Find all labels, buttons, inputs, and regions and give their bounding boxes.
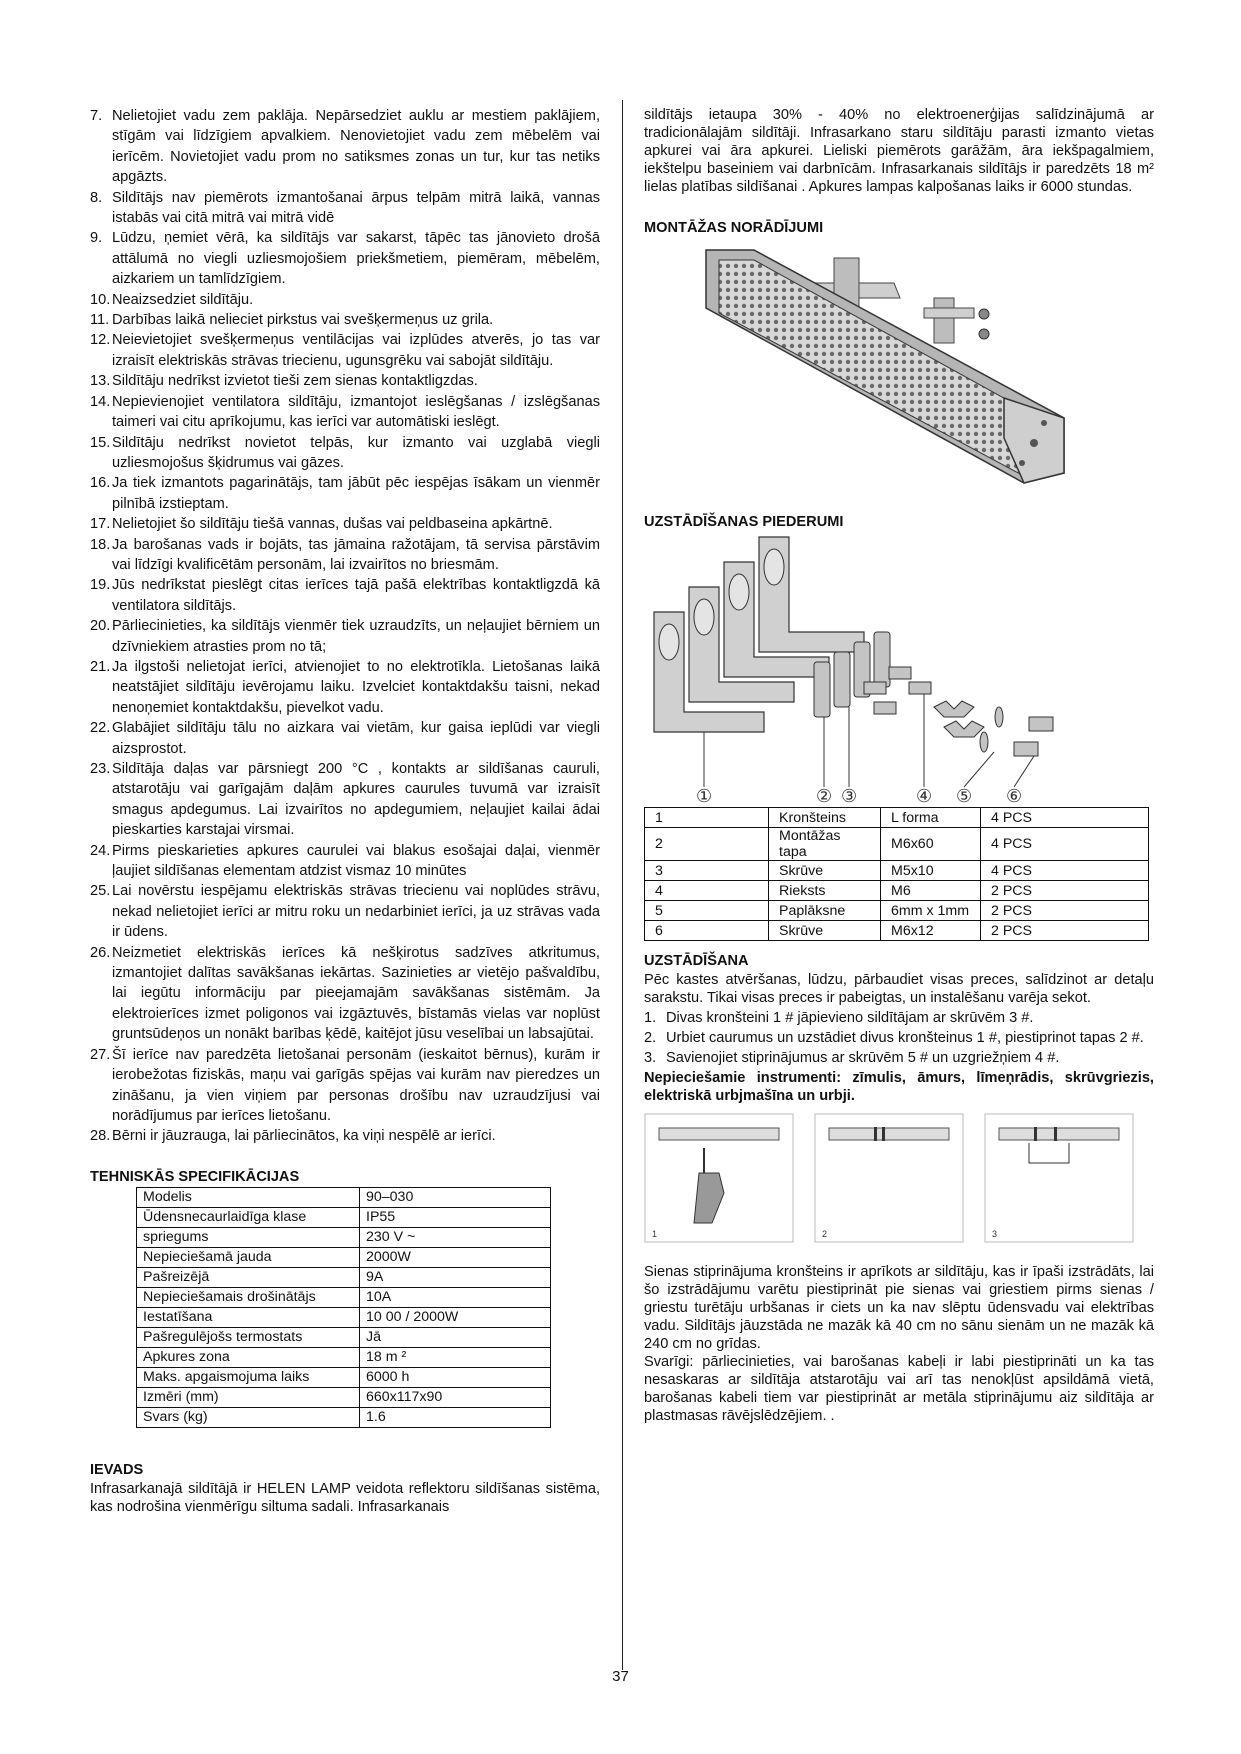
safety-item xyxy=(90,392,600,433)
piederumi-heading: UZSTĀDĪŠANAS PIEDERUMI xyxy=(644,514,844,530)
item-text: Pārliecinieties, ka sildītājs vienmēr tiek uzraudzīts, un neļaujiet bērniem un dzīvniekiem atrasties prom no tā; xyxy=(112,618,600,655)
step-number: 3. xyxy=(644,1050,657,1066)
safety-item xyxy=(90,759,600,841)
callout-6: ⑥ xyxy=(1006,786,1023,807)
left-column xyxy=(90,106,600,1516)
step-figure-2 xyxy=(814,1113,964,1243)
item-number: 25. xyxy=(90,883,111,900)
item-number: 11. xyxy=(90,312,110,329)
safety-item xyxy=(90,575,600,616)
item-text: Nepievienojiet ventilatora sildītāju, izmantojot ieslēgšanas / izslēgšanas taimeri vai citu aprīkojumu, kas ierīci var automātiski ieslēgt. xyxy=(112,393,600,431)
item-number: 13. xyxy=(90,373,111,390)
tech-label: Pašreizējā xyxy=(137,1267,360,1287)
accessories-illustration xyxy=(644,532,1154,807)
item-text: Darbības laikā nelieciet pirkstus vai svešķermeņus uz grila. xyxy=(112,312,494,329)
item-text: Lūdzu, ņemiet vērā, ka sildītājs var sakarst, tāpēc tas jānovieto drošā attālumā no viegli uzliesmojošiem priekšmetiem, piemēram, mēbelēm, aizkariem un tamlīdzīgiem. xyxy=(112,230,600,288)
safety-item xyxy=(90,535,600,576)
tech-row xyxy=(137,1227,551,1247)
item-text: Sildītājs nav piemērots izmantošanai ārpus telpām mitrā laikā, vannas istabās vai citā mitrā vai mitrā vidē xyxy=(112,189,600,227)
ievads-heading: IEVADS xyxy=(90,1461,144,1478)
tech-row xyxy=(137,1187,551,1207)
tech-label: Nepieciešamā jauda xyxy=(137,1247,360,1267)
accessory-qty: 2 PCS xyxy=(981,881,1149,901)
tech-value: 660x117x90 xyxy=(360,1387,551,1407)
safety-item xyxy=(90,1045,600,1127)
safety-item xyxy=(90,106,600,188)
item-text: Ja barošanas vads ir bojāts, tas jāmaina ražotājam, tā servisa pārstāvim vai līdzīgi kvalificētām personām, lai izvairītos no briesmām. xyxy=(112,536,600,573)
uzstadisana-text: Pēc kastes atvēršanas, lūdzu, pārbaudiet visas preces, salīdzinot ar detaļu sarakstu. Tikai visas preces ir pabeigtas, un instalēšanu varēja sekot. xyxy=(644,972,1154,1006)
accessory-size: 6mm x 1mm xyxy=(881,901,981,921)
item-text: Nelietojiet šo sildītāju tiešā vannas, dušas vai peldbaseina apkārtnē. xyxy=(112,516,553,533)
tech-value: 2000W xyxy=(360,1247,551,1267)
uzstadisana-heading: UZSTĀDĪŠANA xyxy=(644,953,749,969)
item-text: Sildītāju nedrīkst novietot telpās, kur izmanto vai uzglabā viegli uzliesmojošus šķidrumus vai gāzes. xyxy=(112,434,600,471)
item-text: Lai novērstu iespējamu elektriskās strāvas triecienu vai noplūdes strāvu, nekad nelietojiet ierīci ar mitru roku un nedarbiniet ierīci, ja uz strāvas vada ir ūdens. xyxy=(112,883,600,941)
tech-label: Svars (kg) xyxy=(137,1407,360,1427)
item-number: 28. xyxy=(90,1128,111,1145)
safety-item xyxy=(90,188,600,229)
step-number: 1. xyxy=(644,1010,657,1026)
item-number: 18. xyxy=(90,536,111,553)
ievads-text: Infrasarkanajā sildītājā ir HELEN LAMP veidota reflektoru sildīšanas sistēma, kas nodrošina vienmērīgu siltuma sadali. Infrasarkanais xyxy=(90,1480,600,1515)
accessory-row xyxy=(645,881,1149,901)
item-text: Sildītāju nedrīkst izvietot tieši zem sienas kontaktligzdas. xyxy=(112,373,478,390)
safety-item xyxy=(90,310,600,330)
intro-continued: sildītājs ietaupa 30% - 40% no elektroenerģijas salīdzinājumā ar tradicionālajām sildītāji. Infrasarkano staru sildītāju parasti izmanto vietas apkurei vai āra apkurei. Lieliski piemērots garāžām, āra iekšpagalmiem, iekštelpu baseiniem vai darbnīcām. Infrasarkanais sildītājs ir paredzēts 18 m² lielas platības sildīšanai . Apkures lampas kalpošanas laiks ir 6000 stundas. xyxy=(644,107,1154,195)
install-step xyxy=(644,1029,1154,1047)
step-figure-label-1: 1 xyxy=(652,1229,658,1239)
tech-row xyxy=(137,1407,551,1427)
tech-label: Modelis xyxy=(137,1187,360,1207)
tech-value: 230 V ~ xyxy=(360,1227,551,1247)
tech-label: spriegums xyxy=(137,1227,360,1247)
accessory-size: M6 xyxy=(881,881,981,901)
tech-row xyxy=(137,1247,551,1267)
tech-spec-table xyxy=(136,1187,551,1428)
step-number: 2. xyxy=(644,1030,657,1046)
accessory-row xyxy=(645,921,1149,941)
item-number: 14. xyxy=(90,393,111,410)
item-number: 26. xyxy=(90,944,111,961)
safety-item xyxy=(90,881,600,942)
safety-item xyxy=(90,433,600,474)
accessory-size: M6x12 xyxy=(881,921,981,941)
accessory-size: L forma xyxy=(881,808,981,828)
item-text: Ja tiek izmantots pagarinātājs, tam jābūt pēc iespējas īsākam un vienmēr pilnībā izstieptam. xyxy=(112,475,600,512)
callout-4: ④ xyxy=(916,786,933,807)
step-figure-3 xyxy=(984,1113,1134,1243)
tech-value: 90–030 xyxy=(360,1187,551,1207)
accessory-row xyxy=(645,861,1149,881)
safety-item xyxy=(90,330,600,371)
tech-label: Apkures zona xyxy=(137,1347,360,1367)
safety-item xyxy=(90,1126,600,1146)
montazas-heading: MONTĀŽAS NORĀDĪJUMI xyxy=(644,220,824,236)
accessory-qty: 2 PCS xyxy=(981,921,1149,941)
callout-2: ② xyxy=(816,786,833,807)
step-text: Savienojiet stiprinājumus ar skrūvēm 5 # un uzgriežņiem 4 #. xyxy=(666,1050,1060,1066)
step-figures xyxy=(644,1113,1154,1253)
tech-value: 1.6 xyxy=(360,1407,551,1427)
item-number: 22. xyxy=(90,720,111,737)
safety-item xyxy=(90,371,600,391)
item-number: 19. xyxy=(90,577,111,594)
accessory-name: Skrūve xyxy=(769,921,881,941)
safety-item xyxy=(90,943,600,1045)
item-number: 23. xyxy=(90,761,111,777)
tech-label: Ūdensnecaurlaidīga klase xyxy=(137,1207,360,1227)
item-text: Šī ierīce nav paredzēta lietošanai personām (ieskaitot bērnus), kurām ir ierobežotas fiziskās, maņu vai garīgās spējas vai kurām nav pieredzes un zināšanu, ja vien viņiem par personas drošību nav uzraudzījusi vai norādījumus par ierīces lietošanu. xyxy=(112,1046,600,1124)
item-number: 20. xyxy=(90,618,111,635)
item-number: 17. xyxy=(90,516,111,533)
install-step xyxy=(644,1009,1154,1027)
step-figure-1 xyxy=(644,1113,794,1243)
tech-heading: TEHNISKĀS SPECIFIKĀCIJAS xyxy=(90,1168,300,1185)
accessory-number: 4 xyxy=(645,881,769,901)
accessory-number: 6 xyxy=(645,921,769,941)
accessory-name: Paplāksne xyxy=(769,901,881,921)
accessory-qty: 4 PCS xyxy=(981,861,1149,881)
item-text: Sildītāja daļas var pārsniegt 200 °C , kontakts ar sildīšanas cauruli, atstarotāju vai garīgajām daļām apkures caurules tuvumā var izraisīt smagus apdegumus. Lai izvairītos no apdegumiem, neļaujiet kailai ādai pieskarties karstajai virsmai. xyxy=(112,761,600,839)
item-number: 16. xyxy=(90,475,111,492)
tech-label: Nepieciešamais drošinātājs xyxy=(137,1287,360,1307)
closing-paragraph-2: Svarīgi: pārliecinieties, vai barošanas kabeļi ir labi piestiprināti un ka tas nesaskaras ar sildītāja atstarotāju vai arī tas nenokļūst apsildāmā vietā, barošanas kabeli tiem var piestiprināt ar metāla stiprinājumu aiz sildītāja ar plastmasas rāvējslēdzējiem. . xyxy=(644,1354,1154,1424)
safety-item xyxy=(90,657,600,718)
install-step xyxy=(644,1049,1154,1067)
accessory-name: Kronšteins xyxy=(769,808,881,828)
item-number: 24. xyxy=(90,842,111,859)
safety-item xyxy=(90,841,600,882)
item-number: 12. xyxy=(90,332,111,349)
step-text: Urbiet caurumus un uzstādiet divus kronšteinus 1 #, piestiprinot tapas 2 #. xyxy=(666,1030,1144,1046)
safety-item xyxy=(90,290,600,310)
right-column xyxy=(644,106,1154,1425)
tech-row xyxy=(137,1307,551,1327)
safety-item xyxy=(90,514,600,534)
accessory-qty: 4 PCS xyxy=(981,808,1149,828)
item-text: Bērni ir jāuzrauga, lai pārliecinātos, ka viņi nespēlē ar ierīci. xyxy=(112,1128,496,1145)
tech-row xyxy=(137,1327,551,1347)
accessory-qty: 2 PCS xyxy=(981,901,1149,921)
tech-label: Pašregulējošs termostats xyxy=(137,1327,360,1347)
tech-row xyxy=(137,1287,551,1307)
accessory-number: 1 xyxy=(645,808,769,828)
tech-value: IP55 xyxy=(360,1207,551,1227)
tech-value: 6000 h xyxy=(360,1367,551,1387)
item-text: Nelietojiet vadu zem paklāja. Nepārsedziet auklu ar mestiem paklājiem, stīgām vai līdzīgiem apvalkiem. Nenovietojiet vadu zem mēbelēm vai ierīcēm. Novietojiet vadu prom no satiksmes zonas un tur, kur tas netiks apgāzts. xyxy=(112,108,600,186)
safety-item xyxy=(90,718,600,759)
item-number: 7. xyxy=(90,108,103,124)
accessory-number: 3 xyxy=(645,861,769,881)
install-steps xyxy=(644,1009,1154,1067)
page-number: 37 xyxy=(612,1668,629,1685)
callout-5: ⑤ xyxy=(956,786,973,807)
callout-3: ③ xyxy=(841,786,858,807)
accessory-number: 2 xyxy=(645,828,769,861)
item-text: Neievietojiet svešķermeņus ventilācijas vai izplūdes atverēs, jo tas var izraisīt elektriskās strāvas triecienu, ugunsgrēku vai sabojāt sildītāju. xyxy=(112,332,600,369)
item-number: 27. xyxy=(90,1046,111,1063)
safety-item xyxy=(90,616,600,657)
tech-value: 10 00 / 2000W xyxy=(360,1307,551,1327)
tech-value: Jā xyxy=(360,1327,551,1347)
column-divider xyxy=(622,100,623,1670)
accessory-row xyxy=(645,901,1149,921)
item-text: Neizmetiet elektriskās ierīces kā nešķirotus sadzīves atkritumus, izmantojiet dalītas savākšanas iekārtas. Sazinieties ar vietējo pašvaldību, lai iegūtu informāciju par pieejamajām savākšanas sistēmām. Ja elektroierīces izmet poligonos vai izgāztuvēs, bīstamās vielas var noplūst gruntsūdeņos un nonākt barības ķēdē, kaitējot jūsu veselībai un labsajūtai. xyxy=(112,944,600,1043)
tech-label: Izmēri (mm) xyxy=(137,1387,360,1407)
heater-illustration xyxy=(644,238,1154,508)
item-text: Pirms pieskarieties apkures caurulei vai blakus esošajai daļai, vienmēr ļaujiet sildīšanas elementam atdzist vismaz 10 minūtes xyxy=(112,842,600,880)
tech-row xyxy=(137,1207,551,1227)
item-number: 21. xyxy=(90,658,111,675)
tech-label: Maks. apgaismojuma laiks xyxy=(137,1367,360,1387)
tech-value: 9A xyxy=(360,1267,551,1287)
safety-list xyxy=(90,106,600,1147)
item-text: Neaizsedziet sildītāju. xyxy=(112,291,254,308)
tech-label: Iestatīšana xyxy=(137,1307,360,1327)
accessory-name: Rieksts xyxy=(769,881,881,901)
item-text: Jūs nedrīkstat pieslēgt citas ierīces tajā pašā elektrības kontaktligzdā kā ventilatora sildītājs. xyxy=(112,577,600,614)
accessory-row xyxy=(645,808,1149,828)
closing-paragraph-1: Sienas stiprinājuma kronšteins ir aprīkots ar sildītāju, kas ir īpaši izstrādāts, lai šo izstrādājumu varētu piestiprināt pie sienas vai griestiem pirms sienas / griestu turētāju urbšanas ir ciets un ka nav slēptu ūdensvadu vai elektrības vadu. Sildītājs jāuzstāda ne mazāk kā 40 cm no sānu sienām un ne mazāk kā 240 cm no grīdas. xyxy=(644,1264,1154,1352)
callout-1: ① xyxy=(696,786,713,807)
item-text: Glabājiet sildītāju tālu no aizkara vai vietām, kur gaisa ieplūdi var viegli aizsprostot. xyxy=(112,720,600,757)
tech-value: 18 m ² xyxy=(360,1347,551,1367)
step-figure-label-2: 2 xyxy=(822,1229,828,1239)
accessory-row xyxy=(645,828,1149,861)
accessory-size: M5x10 xyxy=(881,861,981,881)
item-number: 10. xyxy=(90,291,111,308)
safety-item xyxy=(90,473,600,514)
accessory-size: M6x60 xyxy=(881,828,981,861)
tech-row xyxy=(137,1347,551,1367)
step-figure-label-3: 3 xyxy=(992,1229,998,1239)
step-text: Divas kronšteini 1 # jāpievieno sildītājam ar skrūvēm 3 #. xyxy=(666,1010,1034,1026)
safety-item xyxy=(90,228,600,289)
item-number: 8. xyxy=(90,189,103,206)
tools-text: Nepieciešamie instrumenti: zīmulis, āmurs, līmeņrādis, skrūvgriezis, elektriskā urbjmašīna un urbji. xyxy=(644,1070,1154,1104)
accessory-name: Skrūve xyxy=(769,861,881,881)
accessory-qty: 4 PCS xyxy=(981,828,1149,861)
tech-value: 10A xyxy=(360,1287,551,1307)
accessory-name: Montāžas tapa xyxy=(769,828,881,861)
item-number: 15. xyxy=(90,434,111,451)
accessory-number: 5 xyxy=(645,901,769,921)
item-number: 9. xyxy=(90,230,103,247)
accessories-table xyxy=(644,807,1149,941)
tech-row xyxy=(137,1267,551,1287)
item-text: Ja ilgstoši nelietojat ierīci, atvienojiet to no elektrotīkla. Lietošanas laikā neatstājiet sildītāju ievērojamu laiku. Izvelciet kontaktdakšu taisni, nekad nenoņemiet kontaktdakšu, pievelkot vadu. xyxy=(112,658,600,716)
tech-row xyxy=(137,1367,551,1387)
tech-row xyxy=(137,1387,551,1407)
